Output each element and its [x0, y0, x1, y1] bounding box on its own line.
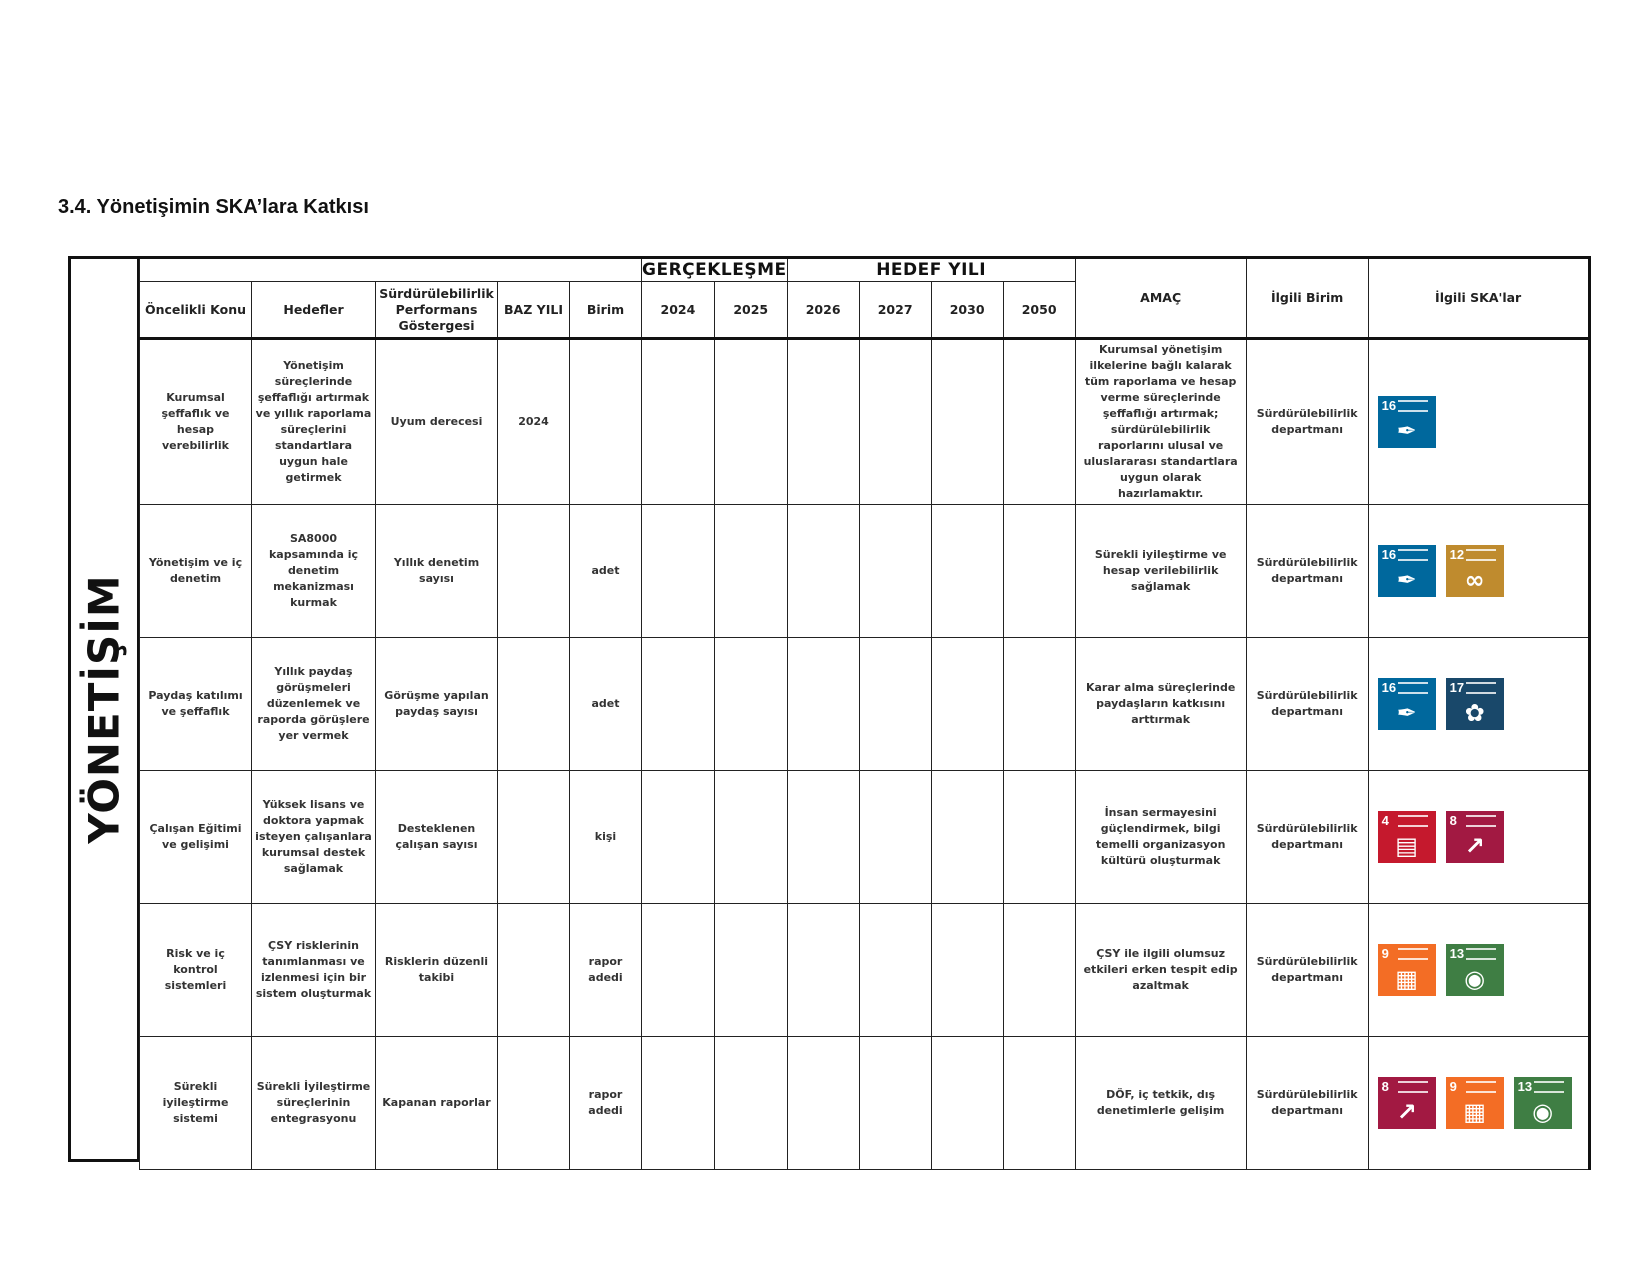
cell-related-sdgs — [1368, 771, 1589, 904]
cell-2050 — [1003, 505, 1075, 638]
cell-2027 — [859, 339, 931, 505]
target-year-band: HEDEF YILI — [787, 258, 1075, 282]
cell-goal: ÇSY risklerinin tanımlanması ve izlenmesi için bir sistem oluşturmak — [252, 904, 376, 1037]
cell-goal: Yönetişim süreçlerinde şeffaflığı artırmak ve yıllık raporlama süreçlerini standartlara uygun hale getirmek — [252, 339, 376, 505]
cell-goal: SA8000 kapsamında iç denetim mekanizması kurmak — [252, 505, 376, 638]
cell-unit: rapor adedi — [570, 904, 642, 1037]
cell-indicator: Desteklenen çalışan sayısı — [376, 771, 498, 904]
cell-related-unit: Sürdürülebilirlik departmanı — [1246, 904, 1368, 1037]
cell-base-year — [498, 505, 570, 638]
sdg-16-dove-icon: 16 ✒ — [1378, 396, 1436, 448]
cell-related-unit: Sürdürülebilirlik departmanı — [1246, 771, 1368, 904]
cell-purpose: Kurumsal yönetişim ilkelerine bağlı kalarak tüm raporlama ve hesap verme süreçlerinde şeffaflığı artırmak; sürdürülebilirlik raporlarını ulusal ve uluslararası standartlara uygun olarak hazırlamaktır. — [1075, 339, 1246, 505]
sdg-4-book-icon: 4 ▤ — [1378, 811, 1436, 863]
cell-topic: Paydaş katılımı ve şeffaflık — [140, 638, 252, 771]
cell-purpose: Sürekli iyileştirme ve hesap verilebilirlik sağlamak — [1075, 505, 1246, 638]
cell-2030 — [931, 1037, 1003, 1170]
cell-indicator: Yıllık denetim sayısı — [376, 505, 498, 638]
cell-topic: Sürekli iyileştirme sistemi — [140, 1037, 252, 1170]
cell-related-sdgs — [1368, 1037, 1589, 1170]
cell-base-year — [498, 638, 570, 771]
cell-2025 — [714, 1037, 787, 1170]
cell-base-year: 2024 — [498, 339, 570, 505]
cell-purpose: Karar alma süreçlerinde paydaşların katkısını arttırmak — [1075, 638, 1246, 771]
cell-unit: adet — [570, 638, 642, 771]
header-goals: Hedefler — [252, 282, 376, 339]
table-row — [140, 339, 1590, 505]
sdg-9-cubes-icon: 9 ▦ — [1446, 1077, 1504, 1129]
cell-2050 — [1003, 771, 1075, 904]
cell-unit: kişi — [570, 771, 642, 904]
cell-related-unit: Sürdürülebilirlik departmanı — [1246, 505, 1368, 638]
header-year-2025: 2025 — [714, 282, 787, 339]
cell-topic: Risk ve iç kontrol sistemleri — [140, 904, 252, 1037]
cell-related-unit: Sürdürülebilirlik departmanı — [1246, 339, 1368, 505]
header-priority-topic: Öncelikli Konu — [140, 282, 252, 339]
cell-related-sdgs — [1368, 339, 1589, 505]
cell-2026 — [787, 904, 859, 1037]
cell-indicator: Risklerin düzenli takibi — [376, 904, 498, 1037]
sdg-13-eye-globe-icon: 13 ◉ — [1514, 1077, 1572, 1129]
sdg-8-growth-chart-icon: 8 ↗ — [1446, 811, 1504, 863]
cell-2030 — [931, 638, 1003, 771]
header-purpose: AMAÇ — [1075, 258, 1246, 339]
header-indicator: Sürdürülebilirlik Performans Göstergesi — [376, 282, 498, 339]
table-row — [140, 1037, 1590, 1170]
realization-band: GERÇEKLEŞME — [642, 258, 788, 282]
cell-2027 — [859, 1037, 931, 1170]
cell-unit: rapor adedi — [570, 1037, 642, 1170]
cell-base-year — [498, 771, 570, 904]
header-year-2026: 2026 — [787, 282, 859, 339]
cell-2026 — [787, 339, 859, 505]
cell-purpose: İnsan sermayesini güçlendirmek, bilgi temelli organizasyon kültürü oluşturmak — [1075, 771, 1246, 904]
header-year-2030: 2030 — [931, 282, 1003, 339]
table-row — [140, 904, 1590, 1037]
cell-2030 — [931, 904, 1003, 1037]
cell-unit — [570, 339, 642, 505]
sdg-13-eye-globe-icon: 13 ◉ — [1446, 944, 1504, 996]
cell-2050 — [1003, 638, 1075, 771]
cell-topic: Yönetişim ve iç denetim — [140, 505, 252, 638]
sdg-16-dove-icon: 16 ✒ — [1378, 545, 1436, 597]
cell-2024 — [642, 505, 715, 638]
cell-indicator: Uyum derecesi — [376, 339, 498, 505]
cell-2030 — [931, 505, 1003, 638]
cell-2026 — [787, 638, 859, 771]
cell-2027 — [859, 638, 931, 771]
cell-2025 — [714, 505, 787, 638]
cell-2027 — [859, 904, 931, 1037]
header-year-2050: 2050 — [1003, 282, 1075, 339]
cell-2025 — [714, 638, 787, 771]
cell-goal: Yıllık paydaş görüşmeleri düzenlemek ve raporda görüşlere yer vermek — [252, 638, 376, 771]
sdg-8-growth-chart-icon: 8 ↗ — [1378, 1077, 1436, 1129]
cell-topic: Çalışan Eğitimi ve gelişimi — [140, 771, 252, 904]
table-row — [140, 771, 1590, 904]
cell-2025 — [714, 339, 787, 505]
sdg-12-infinity-icon: 12 ∞ — [1446, 545, 1504, 597]
cell-purpose: DÖF, iç tetkik, dış denetimlerle gelişim — [1075, 1037, 1246, 1170]
cell-2026 — [787, 1037, 859, 1170]
table-row — [140, 638, 1590, 771]
cell-2025 — [714, 771, 787, 904]
cell-unit: adet — [570, 505, 642, 638]
cell-2025 — [714, 904, 787, 1037]
cell-2026 — [787, 505, 859, 638]
cell-2024 — [642, 1037, 715, 1170]
cell-2027 — [859, 505, 931, 638]
cell-goal: Yüksek lisans ve doktora yapmak isteyen çalışanlara kurumsal destek sağlamak — [252, 771, 376, 904]
cell-topic: Kurumsal şeffaflık ve hesap verebilirlik — [140, 339, 252, 505]
top-band-empty — [140, 258, 642, 282]
cell-related-unit: Sürdürülebilirlik departmanı — [1246, 638, 1368, 771]
sidebar-category-label: YÖNETİŞİM — [79, 574, 129, 844]
header-related-sdgs: İlgili SKA'lar — [1368, 258, 1589, 339]
cell-2024 — [642, 339, 715, 505]
sdg-contribution-table — [139, 256, 1591, 1170]
header-related-unit: İlgili Birim — [1246, 258, 1368, 339]
cell-related-unit: Sürdürülebilirlik departmanı — [1246, 1037, 1368, 1170]
header-year-2024: 2024 — [642, 282, 715, 339]
cell-base-year — [498, 1037, 570, 1170]
cell-indicator: Kapanan raporlar — [376, 1037, 498, 1170]
sdg-9-cubes-icon: 9 ▦ — [1378, 944, 1436, 996]
cell-2030 — [931, 771, 1003, 904]
cell-related-sdgs — [1368, 505, 1589, 638]
cell-2050 — [1003, 1037, 1075, 1170]
header-unit: Birim — [570, 282, 642, 339]
sdg-17-rings-icon: 17 ✿ — [1446, 678, 1504, 730]
table-row — [140, 505, 1590, 638]
section-title: 3.4. Yönetişimin SKA’lara Katkısı — [58, 196, 369, 218]
cell-2050 — [1003, 904, 1075, 1037]
header-year-2027: 2027 — [859, 282, 931, 339]
cell-purpose: ÇSY ile ilgili olumsuz etkileri erken tespit edip azaltmak — [1075, 904, 1246, 1037]
cell-related-sdgs — [1368, 904, 1589, 1037]
cell-base-year — [498, 904, 570, 1037]
cell-related-sdgs — [1368, 638, 1589, 771]
sdg-16-dove-icon: 16 ✒ — [1378, 678, 1436, 730]
header-base-year: BAZ YILI — [498, 282, 570, 339]
cell-2024 — [642, 904, 715, 1037]
cell-2024 — [642, 638, 715, 771]
cell-goal: Sürekli İyileştirme süreçlerinin entegrasyonu — [252, 1037, 376, 1170]
cell-2030 — [931, 339, 1003, 505]
sidebar-category — [68, 256, 140, 1162]
cell-2024 — [642, 771, 715, 904]
cell-2050 — [1003, 339, 1075, 505]
cell-2027 — [859, 771, 931, 904]
cell-2026 — [787, 771, 859, 904]
cell-indicator: Görüşme yapılan paydaş sayısı — [376, 638, 498, 771]
